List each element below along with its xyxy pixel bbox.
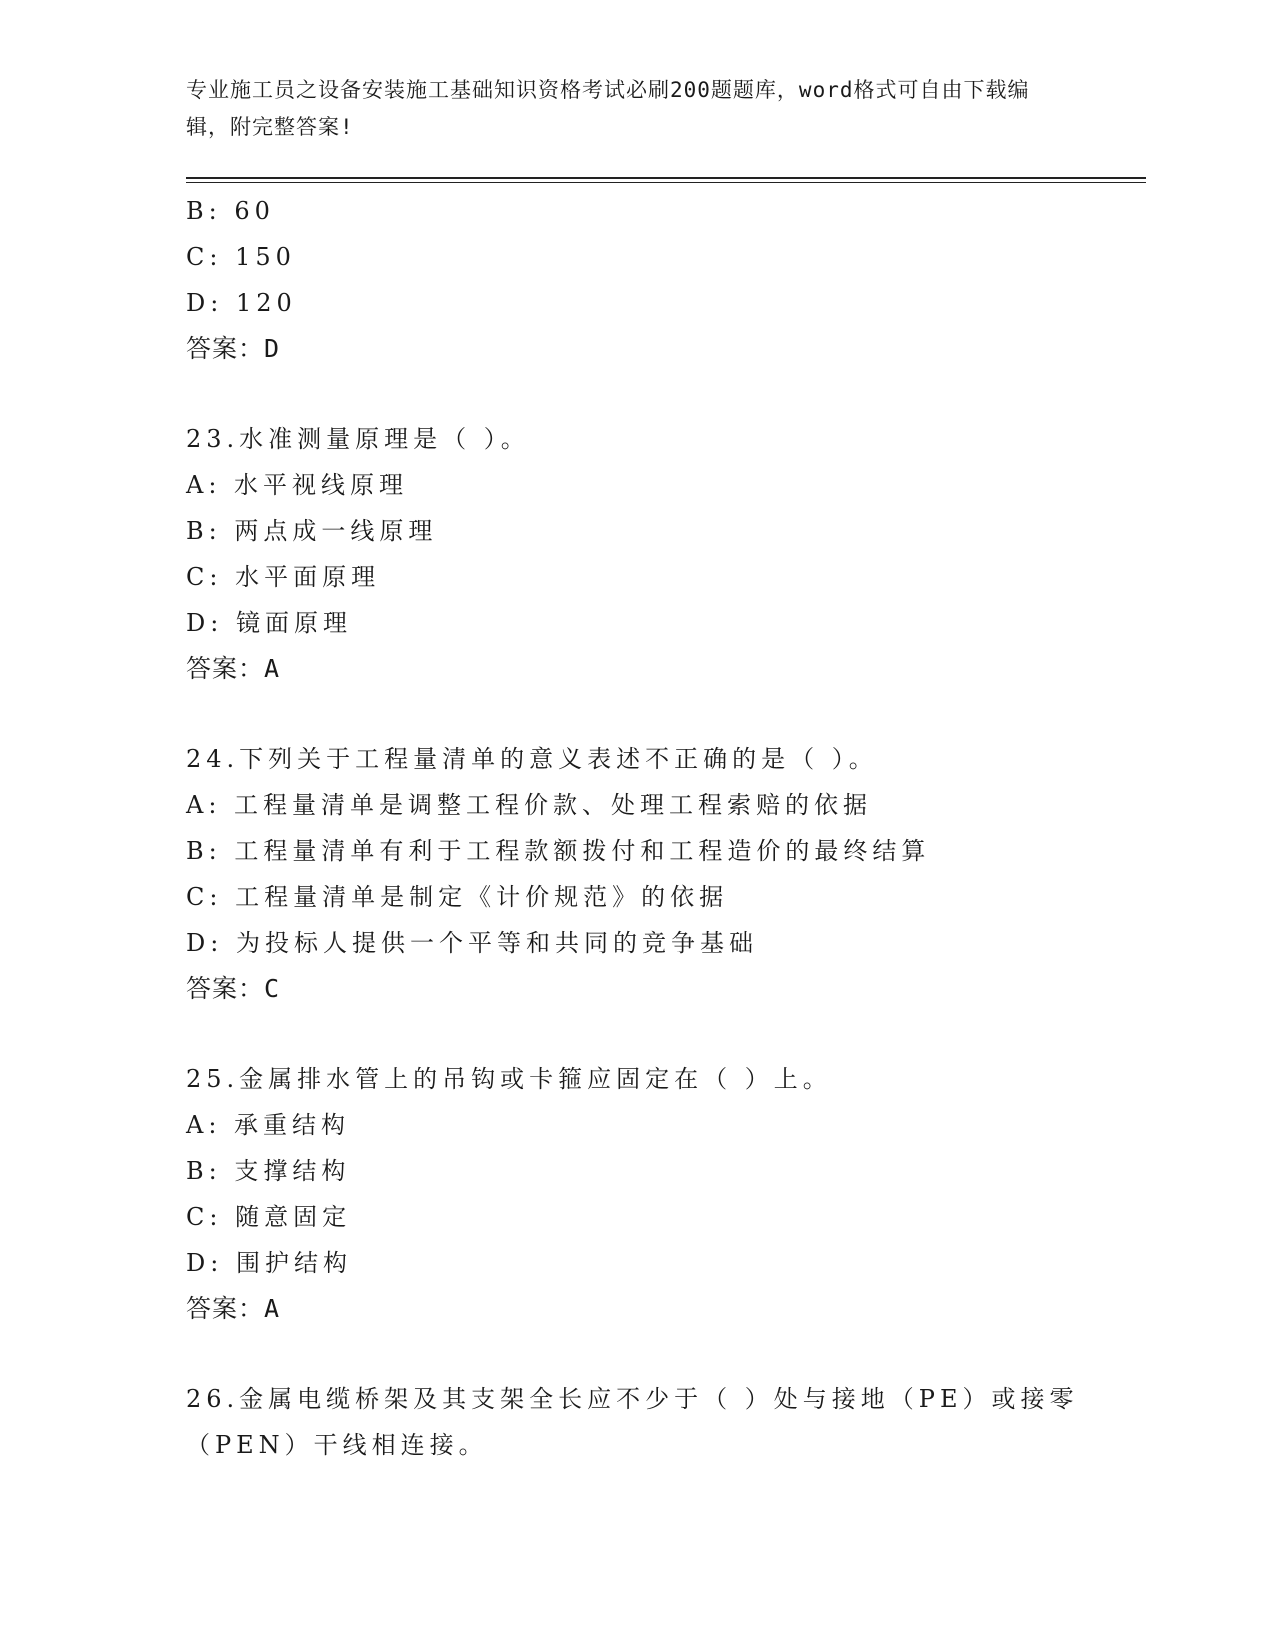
question-22-tail bbox=[186, 188, 1146, 372]
question-stem-line-1: 26.金属电缆桥架及其支架全长应不少于（ ）处与接地（PE）或接零 bbox=[186, 1385, 1079, 1413]
header-divider-thin bbox=[186, 182, 1146, 183]
answer-line: 答案：A bbox=[186, 654, 281, 683]
option-a: A: 水平视线原理 bbox=[186, 471, 409, 499]
question-24 bbox=[186, 736, 1146, 1012]
option-b: B: 两点成一线原理 bbox=[186, 517, 438, 545]
question-stem-line-2: （PEN）干线相连接。 bbox=[186, 1431, 488, 1459]
answer-line: 答案：A bbox=[186, 1294, 281, 1323]
option-b: B: 工程量清单有利于工程款额拨付和工程造价的最终结算 bbox=[186, 837, 931, 865]
option-d: D: 围护结构 bbox=[186, 1249, 352, 1277]
question-23 bbox=[186, 416, 1146, 692]
option-a: A: 承重结构 bbox=[186, 1111, 351, 1139]
answer-line: 答案：C bbox=[186, 974, 281, 1003]
option-d: D: 镜面原理 bbox=[186, 609, 352, 637]
answer-line: 答案：D bbox=[186, 334, 281, 363]
document-header: 专业施工员之设备安装施工基础知识资格考试必刷200题题库，word格式可自由下载编辑，附完整答案! bbox=[186, 78, 1030, 139]
question-list bbox=[186, 188, 1146, 1468]
option-c: C: 150 bbox=[186, 243, 296, 271]
question-stem: 25.金属排水管上的吊钩或卡箍应固定在（ ）上。 bbox=[186, 1065, 832, 1093]
option-d: D: 为投标人提供一个平等和共同的竞争基础 bbox=[186, 929, 758, 957]
question-26 bbox=[186, 1376, 1146, 1468]
question-25 bbox=[186, 1056, 1146, 1332]
option-a: A: 工程量清单是调整工程价款、处理工程索赔的依据 bbox=[186, 791, 873, 819]
header-divider-thick bbox=[186, 177, 1146, 179]
option-b: B: 60 bbox=[186, 197, 275, 225]
question-stem: 23.水准测量原理是（ ）。 bbox=[186, 425, 530, 453]
option-d: D: 120 bbox=[186, 289, 297, 317]
option-c: C: 水平面原理 bbox=[186, 563, 381, 591]
option-b: B: 支撑结构 bbox=[186, 1157, 351, 1185]
question-stem: 24.下列关于工程量清单的意义表述不正确的是（ ）。 bbox=[186, 745, 878, 773]
option-c: C: 随意固定 bbox=[186, 1203, 352, 1231]
option-c: C: 工程量清单是制定《计价规范》的依据 bbox=[186, 883, 729, 911]
